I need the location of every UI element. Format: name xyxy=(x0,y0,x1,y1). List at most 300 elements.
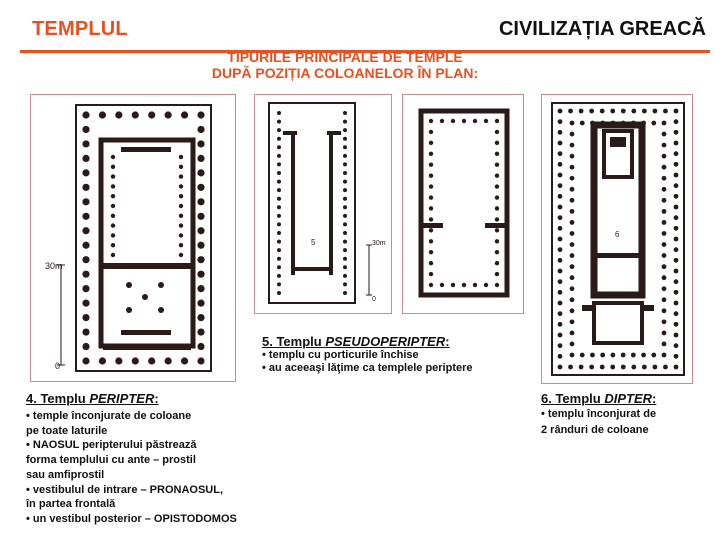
peripter-column xyxy=(82,328,89,335)
subtitle-line-2: DUPĂ POZIȚIA COLOANELOR ÎN PLAN: xyxy=(211,65,479,81)
peripter-inner-column xyxy=(111,253,115,257)
pseudoperipter-column xyxy=(343,291,347,295)
dipter-inner-column xyxy=(570,176,575,181)
dipter-outer-column xyxy=(674,247,679,252)
peripter-column xyxy=(82,184,89,191)
dipter-outer-column xyxy=(674,151,679,156)
dipter-inner-column xyxy=(610,353,615,358)
pseudoperipter-variant-column xyxy=(451,119,455,123)
pseudoperipter-title-name: PSEUDOPERIPTER xyxy=(325,334,446,349)
dipter-outer-column xyxy=(558,258,563,263)
dipter-inner-column xyxy=(662,143,667,148)
peripter-inner-column xyxy=(179,184,183,188)
pseudoperipter-column xyxy=(343,265,347,269)
pseudoperipter-column xyxy=(343,214,347,218)
pseudoperipter-column xyxy=(343,257,347,261)
peripter-inner-column xyxy=(111,194,115,198)
pseudoperipter-variant-column xyxy=(429,250,433,254)
peripter-line: sau amfiprostil xyxy=(26,468,105,481)
dipter-outer-column xyxy=(674,365,679,370)
pseudoperipter-variant-column xyxy=(429,272,433,276)
peripter-caption xyxy=(26,391,237,527)
dipter-outer-column xyxy=(663,109,668,114)
slide-subtitle xyxy=(150,49,540,81)
pseudoperipter-variant-column xyxy=(495,261,499,265)
dipter-inner-column xyxy=(662,198,667,203)
pseudoperipter-variant-column xyxy=(495,217,499,221)
dipter-inner-column xyxy=(662,275,667,280)
peripter-line: • vestibulul de intrare – PRONAOSUL, xyxy=(26,483,224,496)
peripter-inner-column xyxy=(179,214,183,218)
peripter-column xyxy=(82,314,89,321)
pseudoperipter-column xyxy=(343,128,347,132)
dipter-outer-column xyxy=(558,205,563,210)
pseudoperipter-column xyxy=(277,222,281,226)
peripter-column xyxy=(197,300,204,307)
dipter-outer-column xyxy=(568,365,573,370)
dipter-outer-column xyxy=(674,258,679,263)
dipter-outer-column xyxy=(674,354,679,359)
pseudoperipter-title-suffix: : xyxy=(445,334,450,349)
peripter-column xyxy=(82,198,89,205)
pseudoperipter-column xyxy=(343,282,347,286)
pseudoperipter-variant-column xyxy=(429,173,433,177)
pseudoperipter-column xyxy=(277,214,281,218)
dipter-outer-column xyxy=(558,333,563,338)
dipter-inner-column xyxy=(570,253,575,258)
dipter-outer-column xyxy=(621,365,626,370)
pseudoperipter-variant-column xyxy=(495,228,499,232)
peripter-column xyxy=(197,155,204,162)
subtitle-line-1: TIPURILE PRINCIPALE DE TEMPLE xyxy=(227,49,463,65)
pseudoperipter-variant-column xyxy=(473,283,477,287)
dipter-inner-column xyxy=(641,353,646,358)
pseudoperipter-variant-column xyxy=(495,184,499,188)
dipter-outer-column xyxy=(631,109,636,114)
peripter-title-name: PERIPTER xyxy=(89,391,155,406)
peripter-column xyxy=(82,343,89,350)
dipter-inner-column xyxy=(662,231,667,236)
dipter-outer-column xyxy=(579,365,584,370)
pseudoperipter-variant-column xyxy=(495,272,499,276)
dipter-outer-column xyxy=(558,311,563,316)
pseudoperipter-column xyxy=(343,274,347,278)
peripter-column xyxy=(99,357,106,364)
pseudoperipter-column xyxy=(277,197,281,201)
dipter-title-prefix: 6. Templu xyxy=(541,391,605,406)
pseudoperipter-column xyxy=(277,154,281,158)
peripter-title-prefix: 4. Templu xyxy=(26,391,90,406)
pseudoperipter-column xyxy=(277,205,281,209)
pseudoperipter-column xyxy=(343,171,347,175)
pseudoperipter-column xyxy=(277,180,281,184)
dipter-inner-column xyxy=(570,319,575,324)
dipter-outer-column xyxy=(674,226,679,231)
peripter-column xyxy=(115,357,122,364)
peripter-inner-column xyxy=(179,204,183,208)
peripter-column xyxy=(82,169,89,176)
dipter-inner-column xyxy=(662,353,667,358)
peripter-scale-label: 30m xyxy=(45,261,63,271)
dipter-inner-column xyxy=(570,143,575,148)
dipter-outer-column xyxy=(579,109,584,114)
peripter-column xyxy=(197,140,204,147)
dipter-inner-column xyxy=(662,220,667,225)
dipter-inner-column xyxy=(590,353,595,358)
dipter-title-name: DIPTER xyxy=(604,391,652,406)
dipter-outer-column xyxy=(558,301,563,306)
dipter-outer-column xyxy=(642,365,647,370)
peripter-column xyxy=(197,328,204,335)
pseudoperipter-variant-column xyxy=(440,283,444,287)
dipter-caption xyxy=(541,391,656,438)
peripter-column xyxy=(82,227,89,234)
peripter-column xyxy=(181,111,188,118)
dipter-outer-column xyxy=(674,237,679,242)
dipter-title-suffix: : xyxy=(652,391,657,406)
pseudoperipter-column xyxy=(343,162,347,166)
dipter-inner-column xyxy=(651,353,656,358)
pseudoperipter-column xyxy=(277,240,281,244)
peripter-line: • temple înconjurate de coloane xyxy=(26,410,192,422)
dipter-outer-column xyxy=(558,279,563,284)
dipter-outer-column xyxy=(558,141,563,146)
pseudoperipter-variant-column xyxy=(429,283,433,287)
pseudoperipter-column xyxy=(277,188,281,192)
pseudoperipter-plan-image xyxy=(254,94,392,314)
dipter-inner-column xyxy=(570,165,575,170)
dipter-outer-column xyxy=(674,109,679,114)
dipter-inner-column xyxy=(662,286,667,291)
pseudoperipter-column xyxy=(277,137,281,141)
dipter-outer-column xyxy=(674,290,679,295)
pseudoperipter-variant-column xyxy=(484,283,488,287)
dipter-outer-column xyxy=(558,343,563,348)
dipter-inner-column xyxy=(570,220,575,225)
dipter-inner-column xyxy=(570,187,575,192)
dipter-outer-column xyxy=(674,322,679,327)
dipter-outer-column xyxy=(558,322,563,327)
dipter-inner-column xyxy=(570,198,575,203)
peripter-column xyxy=(197,198,204,205)
pseudoperipter-column xyxy=(343,145,347,149)
dipter-inner-column xyxy=(662,187,667,192)
dipter-inner-column xyxy=(580,121,585,126)
peripter-inner-column xyxy=(111,243,115,247)
dipter-inner-column xyxy=(570,242,575,247)
dipter-outer-column xyxy=(674,173,679,178)
pseudoperipter-variant-column xyxy=(451,283,455,287)
pseudoperipter-column xyxy=(277,291,281,295)
dipter-outer-column xyxy=(558,151,563,156)
peripter-inner-column xyxy=(111,214,115,218)
pseudoperipter-column xyxy=(343,111,347,115)
dipter-outer-column xyxy=(568,109,573,114)
dipter-outer-column xyxy=(674,205,679,210)
peripter-column xyxy=(82,126,89,133)
pseudoperipter-column xyxy=(343,231,347,235)
pseudoperipter-line: • templu cu porticurile închise xyxy=(262,349,419,361)
peripter-column xyxy=(197,242,204,249)
dipter-inner-column xyxy=(662,121,667,126)
dipter-inner-column xyxy=(662,297,667,302)
peripter-column xyxy=(82,271,89,278)
dipter-inner-column xyxy=(570,342,575,347)
dipter-plan-image xyxy=(541,94,693,384)
peripter-inner-column xyxy=(111,204,115,208)
pseudoperipter-variant-column xyxy=(462,119,466,123)
dipter-inner-column xyxy=(570,286,575,291)
peripter-plan-drawing xyxy=(31,95,235,381)
civilization-title: CIVILIZAȚIA GREACĂ xyxy=(498,18,706,40)
pseudoperipter-column xyxy=(277,265,281,269)
peripter-inner-column xyxy=(179,174,183,178)
pseudoperipter-plan-drawing xyxy=(255,95,391,313)
pseudoperipter-line: • au aceeaşi lăţime ca templele periptere xyxy=(262,362,473,374)
peripter-zero-label: 0 xyxy=(55,361,61,371)
peripter-inner-column xyxy=(111,174,115,178)
peripter-column xyxy=(115,111,122,118)
dipter-outer-column xyxy=(653,365,658,370)
pseudoperipter-column xyxy=(277,231,281,235)
pseudoperipter-variant-column xyxy=(429,261,433,265)
dipter-outer-column xyxy=(621,109,626,114)
dipter-outer-column xyxy=(631,365,636,370)
peripter-column xyxy=(197,357,204,364)
peripter-column xyxy=(197,343,204,350)
pseudoperipter-column xyxy=(277,257,281,261)
pseudoperipter-column xyxy=(343,248,347,252)
dipter-inner-column xyxy=(662,308,667,313)
pseudoperipter-column xyxy=(343,180,347,184)
peripter-title-suffix: : xyxy=(154,391,159,406)
peripter-inner-column xyxy=(111,155,115,159)
dipter-outer-column xyxy=(674,141,679,146)
dipter-outer-column xyxy=(642,109,647,114)
peripter-column xyxy=(197,213,204,220)
pseudoperipter-variant-column xyxy=(495,195,499,199)
peripter-line: pe toate laturile xyxy=(26,424,108,437)
peripter-inner-column xyxy=(179,243,183,247)
peripter-column xyxy=(165,111,172,118)
peripter-column xyxy=(197,285,204,292)
peripter-inner-column xyxy=(111,184,115,188)
dipter-line: • templu înconjurat de xyxy=(541,408,657,420)
dipter-outer-column xyxy=(674,162,679,167)
peripter-inner-column xyxy=(179,253,183,257)
peripter-column xyxy=(197,111,204,118)
pseudoperipter-variant-column xyxy=(495,119,499,123)
dipter-outer-column xyxy=(558,226,563,231)
pseudoperipter-variant-column xyxy=(429,184,433,188)
pseudoperipter-variant-plan-drawing xyxy=(403,95,523,313)
dipter-inner-column xyxy=(570,231,575,236)
pseudoperipter-variant-column xyxy=(495,283,499,287)
pseudoperipter-variant-column xyxy=(473,119,477,123)
dipter-outer-column xyxy=(600,109,605,114)
pseudoperipter-column xyxy=(343,240,347,244)
pseudoperipter-variant-column xyxy=(429,152,433,156)
pseudoperipter-column xyxy=(277,282,281,286)
peripter-column xyxy=(165,357,172,364)
peripter-line: • un vestibul posterior – OPISTODOMOS xyxy=(26,512,237,525)
pseudoperipter-column xyxy=(343,120,347,124)
dipter-outer-column xyxy=(674,301,679,306)
dipter-outer-column xyxy=(558,173,563,178)
pseudoperipter-variant-column xyxy=(495,130,499,134)
dipter-inner-column xyxy=(662,319,667,324)
pseudoperipter-number: 5 xyxy=(311,238,316,247)
dipter-inner-column xyxy=(570,264,575,269)
dipter-outer-column xyxy=(653,109,658,114)
page-topic: TEMPLUL xyxy=(32,18,128,40)
peripter-inner-column xyxy=(111,223,115,227)
dipter-outer-column xyxy=(558,130,563,135)
dipter-inner-column xyxy=(570,297,575,302)
dipter-inner-column xyxy=(662,242,667,247)
pseudoperipter-scale-label: 30m xyxy=(372,240,386,247)
dipter-outer-column xyxy=(558,119,563,124)
dipter-outer-column xyxy=(674,215,679,220)
pseudoperipter-variant-column xyxy=(462,283,466,287)
dipter-outer-column xyxy=(674,119,679,124)
pseudoperipter-column xyxy=(343,154,347,158)
dipter-inner-column xyxy=(631,353,636,358)
peripter-column xyxy=(197,314,204,321)
pseudoperipter-column xyxy=(277,128,281,132)
dipter-outer-column xyxy=(558,237,563,242)
pseudoperipter-column xyxy=(277,248,281,252)
pseudoperipter-variant-column xyxy=(484,119,488,123)
pseudoperipter-variant-column xyxy=(429,195,433,199)
dipter-outer-column xyxy=(663,365,668,370)
dipter-inner-column xyxy=(662,264,667,269)
pseudoperipter-variant-column xyxy=(429,217,433,221)
dipter-inner-column xyxy=(651,121,656,126)
peripter-inner-column xyxy=(179,155,183,159)
dipter-outer-column xyxy=(674,343,679,348)
peripter-column xyxy=(132,357,139,364)
dipter-inner-column xyxy=(621,353,626,358)
dipter-inner-column xyxy=(662,331,667,336)
peripter-column xyxy=(99,111,106,118)
dipter-inner-column xyxy=(570,308,575,313)
peripter-column xyxy=(82,111,89,118)
peripter-column xyxy=(197,126,204,133)
peripter-inner-column xyxy=(179,194,183,198)
pseudoperipter-column xyxy=(343,137,347,141)
peripter-inner-column xyxy=(179,223,183,227)
dipter-inner-column xyxy=(570,209,575,214)
pseudoperipter-variant-column xyxy=(429,228,433,232)
pseudoperipter-column xyxy=(277,274,281,278)
pseudoperipter-column xyxy=(277,111,281,115)
peripter-plan-image xyxy=(30,94,236,382)
peripter-column xyxy=(148,357,155,364)
dipter-outer-column xyxy=(558,183,563,188)
dipter-plan-drawing xyxy=(542,95,692,383)
pseudoperipter-caption xyxy=(262,334,473,375)
dipter-outer-column xyxy=(558,290,563,295)
dipter-inner-column xyxy=(662,209,667,214)
dipter-outer-column xyxy=(600,365,605,370)
peripter-inner-column xyxy=(111,165,115,169)
dipter-inner-column xyxy=(662,342,667,347)
peripter-column xyxy=(82,140,89,147)
peripter-column xyxy=(82,155,89,162)
peripter-column xyxy=(82,285,89,292)
pseudoperipter-variant-column xyxy=(495,163,499,167)
dipter-inner-column xyxy=(570,154,575,159)
dipter-outer-column xyxy=(674,130,679,135)
pseudoperipter-variant-column xyxy=(495,141,499,145)
pseudoperipter-title-prefix: 5. Templu xyxy=(262,334,326,349)
dipter-outer-column xyxy=(558,109,563,114)
dipter-outer-column xyxy=(589,365,594,370)
peripter-column xyxy=(82,300,89,307)
dipter-outer-column xyxy=(610,109,615,114)
pseudoperipter-column xyxy=(277,171,281,175)
dipter-inner-column xyxy=(662,176,667,181)
dipter-inner-column xyxy=(662,165,667,170)
dipter-outer-column xyxy=(558,162,563,167)
peripter-column xyxy=(197,271,204,278)
dipter-inner-column xyxy=(570,331,575,336)
peripter-inner-column xyxy=(179,165,183,169)
pseudoperipter-column xyxy=(343,188,347,192)
pseudoperipter-variant-column xyxy=(495,152,499,156)
pseudoperipter-variant-column xyxy=(495,250,499,254)
pseudoperipter-column xyxy=(277,162,281,166)
dipter-outer-column xyxy=(589,109,594,114)
dipter-outer-column xyxy=(558,269,563,274)
peripter-line: • NAOSUL peripterului păstrează xyxy=(26,439,197,452)
peripter-column xyxy=(132,111,139,118)
dipter-number: 6 xyxy=(615,230,620,239)
pseudoperipter-zero-label: 0 xyxy=(372,296,376,303)
dipter-outer-column xyxy=(558,247,563,252)
peripter-column xyxy=(82,357,89,364)
pseudoperipter-variant-column xyxy=(429,239,433,243)
dipter-outer-column xyxy=(558,365,563,370)
peripter-column xyxy=(181,357,188,364)
dipter-inner-column xyxy=(570,353,575,358)
dipter-outer-column xyxy=(674,183,679,188)
pseudoperipter-column xyxy=(343,197,347,201)
dipter-outer-column xyxy=(674,194,679,199)
dipter-inner-column xyxy=(600,353,605,358)
peripter-line: forma templului cu ante – prostil xyxy=(26,454,196,467)
dipter-inner-column xyxy=(662,154,667,159)
dipter-inner-column xyxy=(662,253,667,258)
pseudoperipter-variant-column xyxy=(495,239,499,243)
dipter-outer-column xyxy=(558,354,563,359)
pseudoperipter-variant-column xyxy=(429,163,433,167)
dipter-inner-column xyxy=(570,275,575,280)
dipter-outer-column xyxy=(674,333,679,338)
dipter-inner-column xyxy=(580,353,585,358)
dipter-outer-column xyxy=(610,365,615,370)
peripter-inner-column xyxy=(179,233,183,237)
pseudoperipter-column xyxy=(277,120,281,124)
pseudoperipter-variant-column xyxy=(429,130,433,134)
dipter-outer-column xyxy=(674,311,679,316)
dipter-inner-column xyxy=(570,121,575,126)
peripter-inner-column xyxy=(111,233,115,237)
peripter-column xyxy=(197,227,204,234)
pseudoperipter-column xyxy=(277,145,281,149)
dipter-outer-column xyxy=(674,279,679,284)
